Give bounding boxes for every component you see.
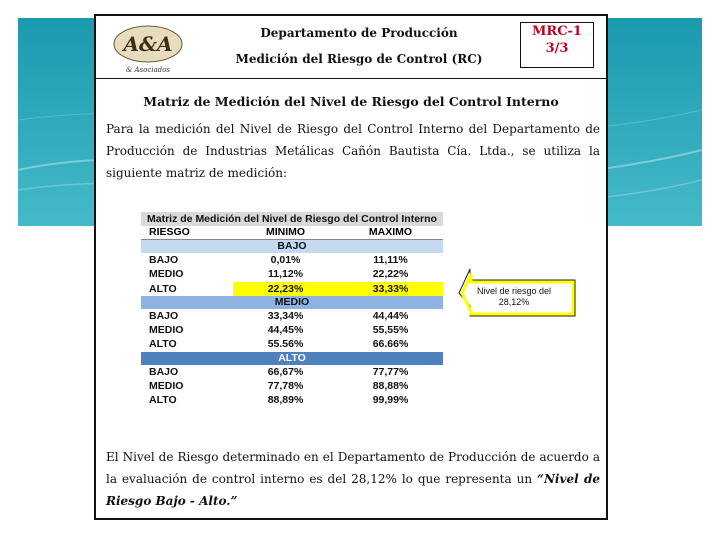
conclusion-text: El Nivel de Riesgo determinado en el Departamento de Producción de acuerdo a la evaluación de control interno es del 28,12% lo que representa un: [106, 450, 600, 486]
column-header-riesgo: RIESGO: [149, 226, 190, 238]
matrix-heading: Matriz de Medición del Nivel de Riesgo del Control Interno: [143, 94, 559, 109]
cell-maximo: 66.66%: [372, 338, 409, 351]
section-medio: MEDIO: [141, 296, 443, 309]
table-row: [141, 267, 443, 281]
cell-minimo: 77,78%: [267, 380, 304, 393]
cell-riesgo: MEDIO: [149, 324, 184, 337]
logo-mark: A&A: [123, 32, 173, 56]
cell-minimo: 22,23%: [233, 282, 338, 296]
cell-maximo: 55,55%: [372, 324, 409, 337]
cell-riesgo: MEDIO: [149, 268, 184, 281]
conclusion-emphasis: “Nivel de Riesgo Bajo - Alto.”: [106, 472, 600, 508]
cell-minimo: 33,34%: [267, 309, 304, 322]
cell-riesgo: ALTO: [149, 338, 177, 351]
cell-minimo: 88,89%: [267, 394, 304, 407]
conclusion-paragraph: [106, 446, 600, 512]
column-header-minimo: MINIMO: [265, 226, 306, 238]
cell-minimo: 55.56%: [267, 338, 304, 351]
cell-minimo: 0,01%: [270, 254, 301, 266]
cell-maximo: 88,88%: [372, 380, 409, 393]
department-title: Departamento de Producción: [260, 26, 458, 40]
column-header-maximo: MAXIMO: [368, 226, 413, 238]
cell-maximo: 22,22%: [372, 268, 409, 281]
cell-maximo: 99,99%: [372, 394, 409, 407]
company-logo: [108, 20, 188, 76]
table-header-row: [141, 226, 443, 240]
section-alto: ALTO: [141, 352, 443, 365]
cell-riesgo: ALTO: [149, 282, 177, 295]
cell-riesgo: MEDIO: [149, 380, 184, 393]
document-header: [96, 16, 606, 79]
table-row: [141, 379, 443, 393]
table-row: [141, 309, 443, 323]
table-row: [141, 337, 443, 351]
cell-maximo: 77,77%: [372, 365, 409, 378]
document-page: [94, 14, 608, 520]
cell-maximo: 33,33%: [338, 282, 443, 296]
table-row-highlighted: [141, 282, 443, 296]
page-number: 3/3: [545, 41, 569, 56]
cell-riesgo: BAJO: [149, 254, 179, 266]
cell-minimo: 66,67%: [267, 365, 304, 378]
document-code: MRC-1: [532, 24, 582, 39]
cell-riesgo: ALTO: [149, 394, 177, 407]
cell-minimo: 11,12%: [267, 268, 304, 281]
document-code-box: [520, 22, 594, 68]
cell-minimo: 44,45%: [267, 324, 304, 337]
table-row: [141, 253, 443, 267]
cell-riesgo: BAJO: [149, 309, 179, 322]
logo-subtext: & Asociados: [126, 66, 170, 74]
callout-label: Nivel de riesgo del 28,12%: [476, 286, 552, 307]
table-row: [141, 393, 443, 407]
cell-maximo: 11,11%: [373, 254, 408, 266]
cell-maximo: 44,44%: [372, 309, 409, 322]
table-row: [141, 323, 443, 337]
section-bajo: BAJO: [141, 240, 443, 253]
cell-riesgo: BAJO: [149, 365, 179, 378]
table-title: Matriz de Medición del Nivel de Riesgo del Control Interno: [141, 212, 443, 226]
intro-paragraph: Para la medición del Nivel de Riesgo del Control Interno del Departamento de Producción de Industrias Metálicas Cañón Bautista Cía. Ltda., se utiliza la siguiente matriz de medición:: [106, 122, 600, 180]
document-subtitle: Medición del Riesgo de Control (RC): [235, 52, 483, 66]
risk-matrix-table: [141, 212, 443, 408]
table-row: [141, 365, 443, 379]
